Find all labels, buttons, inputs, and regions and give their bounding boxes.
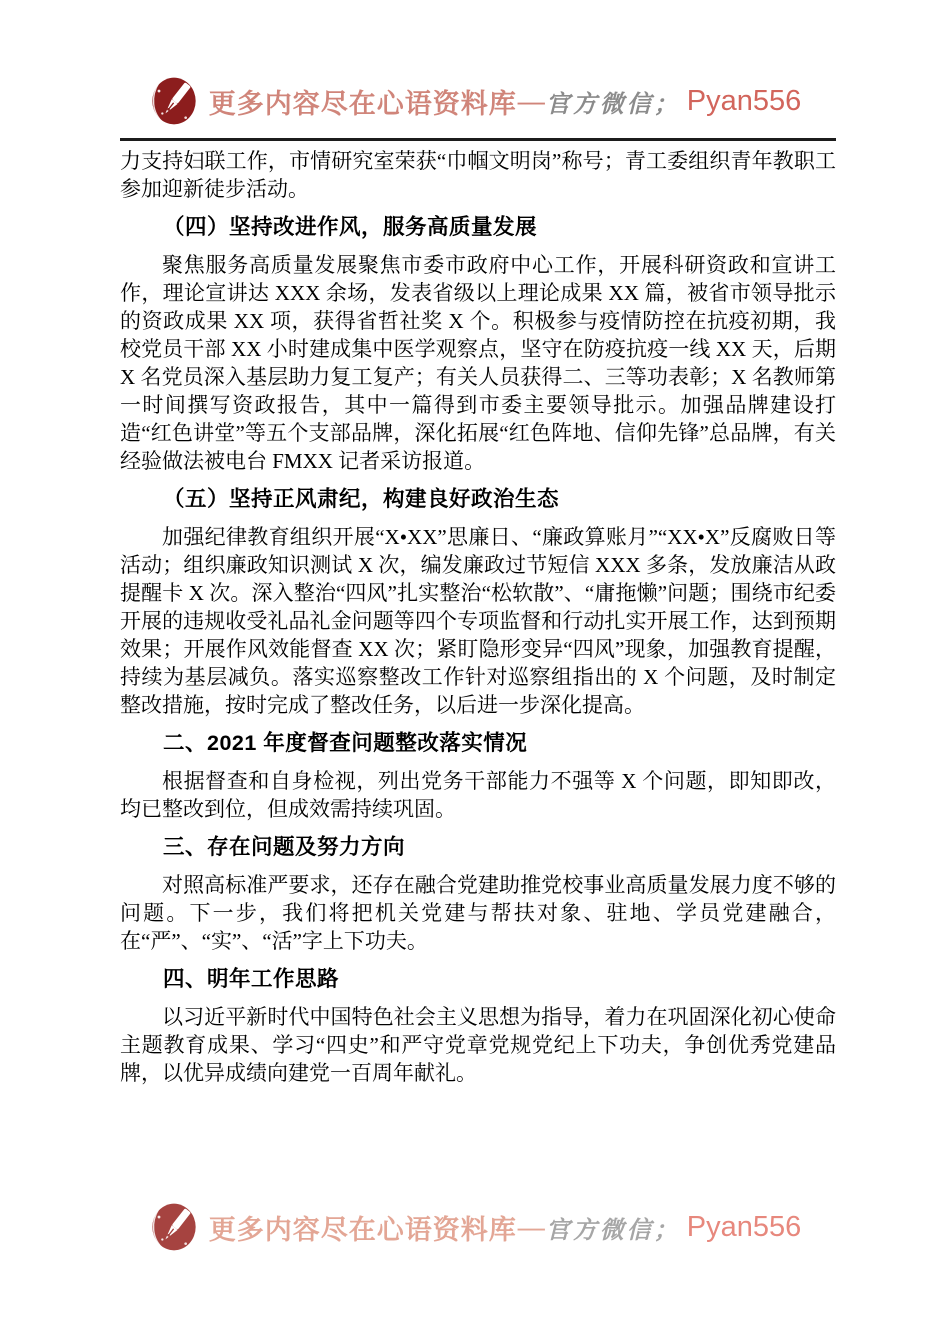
body-paragraph: 对照高标准严要求，还存在融合党建助推党校事业高质量发展力度不够的问题。下一步，我们将把机关党建与帮扶对象、驻地、学员党建融合，在“严”、“实”、“活”字上下功夫。 xyxy=(120,873,836,953)
body-paragraph: 根据督查和自身检视，列出党务干部能力不强等 X 个问题，即知即改，均已整改到位，但成效需持续巩固。 xyxy=(120,769,836,821)
section-heading-3: 三、存在问题及努力方向 xyxy=(163,835,406,859)
document-body xyxy=(120,147,836,1087)
paragraph-continuation: 力支持妇联工作，市情研究室荣获“巾帼文明岗”称号；青工委组织青年教职工参加迎新徒步活动。 xyxy=(120,149,836,201)
footer-watermark xyxy=(0,1200,950,1254)
wechat-id: Pyan556 xyxy=(686,84,802,117)
pen-seal-logo-icon xyxy=(149,1200,199,1254)
pen-seal-logo-icon xyxy=(149,74,199,128)
brand-dash: — xyxy=(517,1211,545,1242)
wechat-id: Pyan556 xyxy=(686,1210,802,1243)
section-heading-next-year: 四、明年工作思路 xyxy=(163,967,340,991)
brand-text: 更多内容尽在心语资料库 xyxy=(208,88,517,119)
section-heading-4: （四）坚持改进作风，服务高质量发展 xyxy=(163,215,538,239)
section-heading-5: （五）坚持正风肃纪，构建良好政治生态 xyxy=(163,487,560,511)
body-paragraph: 加强纪律教育组织开展“X•XX”思廉日、“廉政算账月”“XX•X”反腐败日等活动；组织廉政知识测试 X 次，编发廉政过节短信 XXX 多条，发放廉洁从政提醒卡 X 次。深入整治“四风”扎实整治“松软散”、“庸拖懒”问题；围绕市纪委开展的违规收受礼品礼金问题等四个专项监督和行动扎实开展工作，达到预期效果；开展作风效能督查 XX 次；紧盯隐形变异“四风”现象，加强教育提醒，持续为基层减负。落实巡察整改工作针对巡察组指出的 X 个问题，及时制定整改措施，按时完成了整改任务，以后进一步深化提高。 xyxy=(120,525,836,717)
wechat-label: 官方微信； xyxy=(545,91,681,118)
wechat-label: 官方微信； xyxy=(545,1217,681,1244)
body-paragraph: 以习近平新时代中国特色社会主义思想为指导，着力在巩固深化初心使命主题教育成果、学习“四史”和严守党章党规党纪上下功夫，争创优秀党建品牌，以优异成绩向建党一百周年献礼。 xyxy=(120,1005,836,1085)
body-paragraph: 聚焦服务高质量发展聚焦市委市政府中心工作，开展科研资政和宣讲工作，理论宣讲达 XXX 余场，发表省级以上理论成果 XX 篇，被省市领导批示的资政成果 XX 项，获得省哲社奖 X 个。积极参与疫情防控在抗疫初期，我校党员干部 XX 小时建成集中医学观察点，坚守在防疫抗疫一线 XX 天，后期 X 名党员深入基层助力复工复产；有关人员获得二、三等功表彰；X 名教师第一时间撰写资政报告，其中一篇得到市委主要领导批示。加强品牌建设打造“红色讲堂”等五个支部品牌，深化拓展“红色阵地、信仰先锋”总品牌，有关经验做法被电台 FMXX 记者采访报道。 xyxy=(120,253,836,473)
header-divider xyxy=(120,138,836,141)
brand-text: 更多内容尽在心语资料库 xyxy=(208,1214,517,1245)
section-heading-2: 二、2021 年度督查问题整改落实情况 xyxy=(163,731,528,755)
header-watermark xyxy=(0,74,950,128)
brand-dash: — xyxy=(517,85,545,116)
